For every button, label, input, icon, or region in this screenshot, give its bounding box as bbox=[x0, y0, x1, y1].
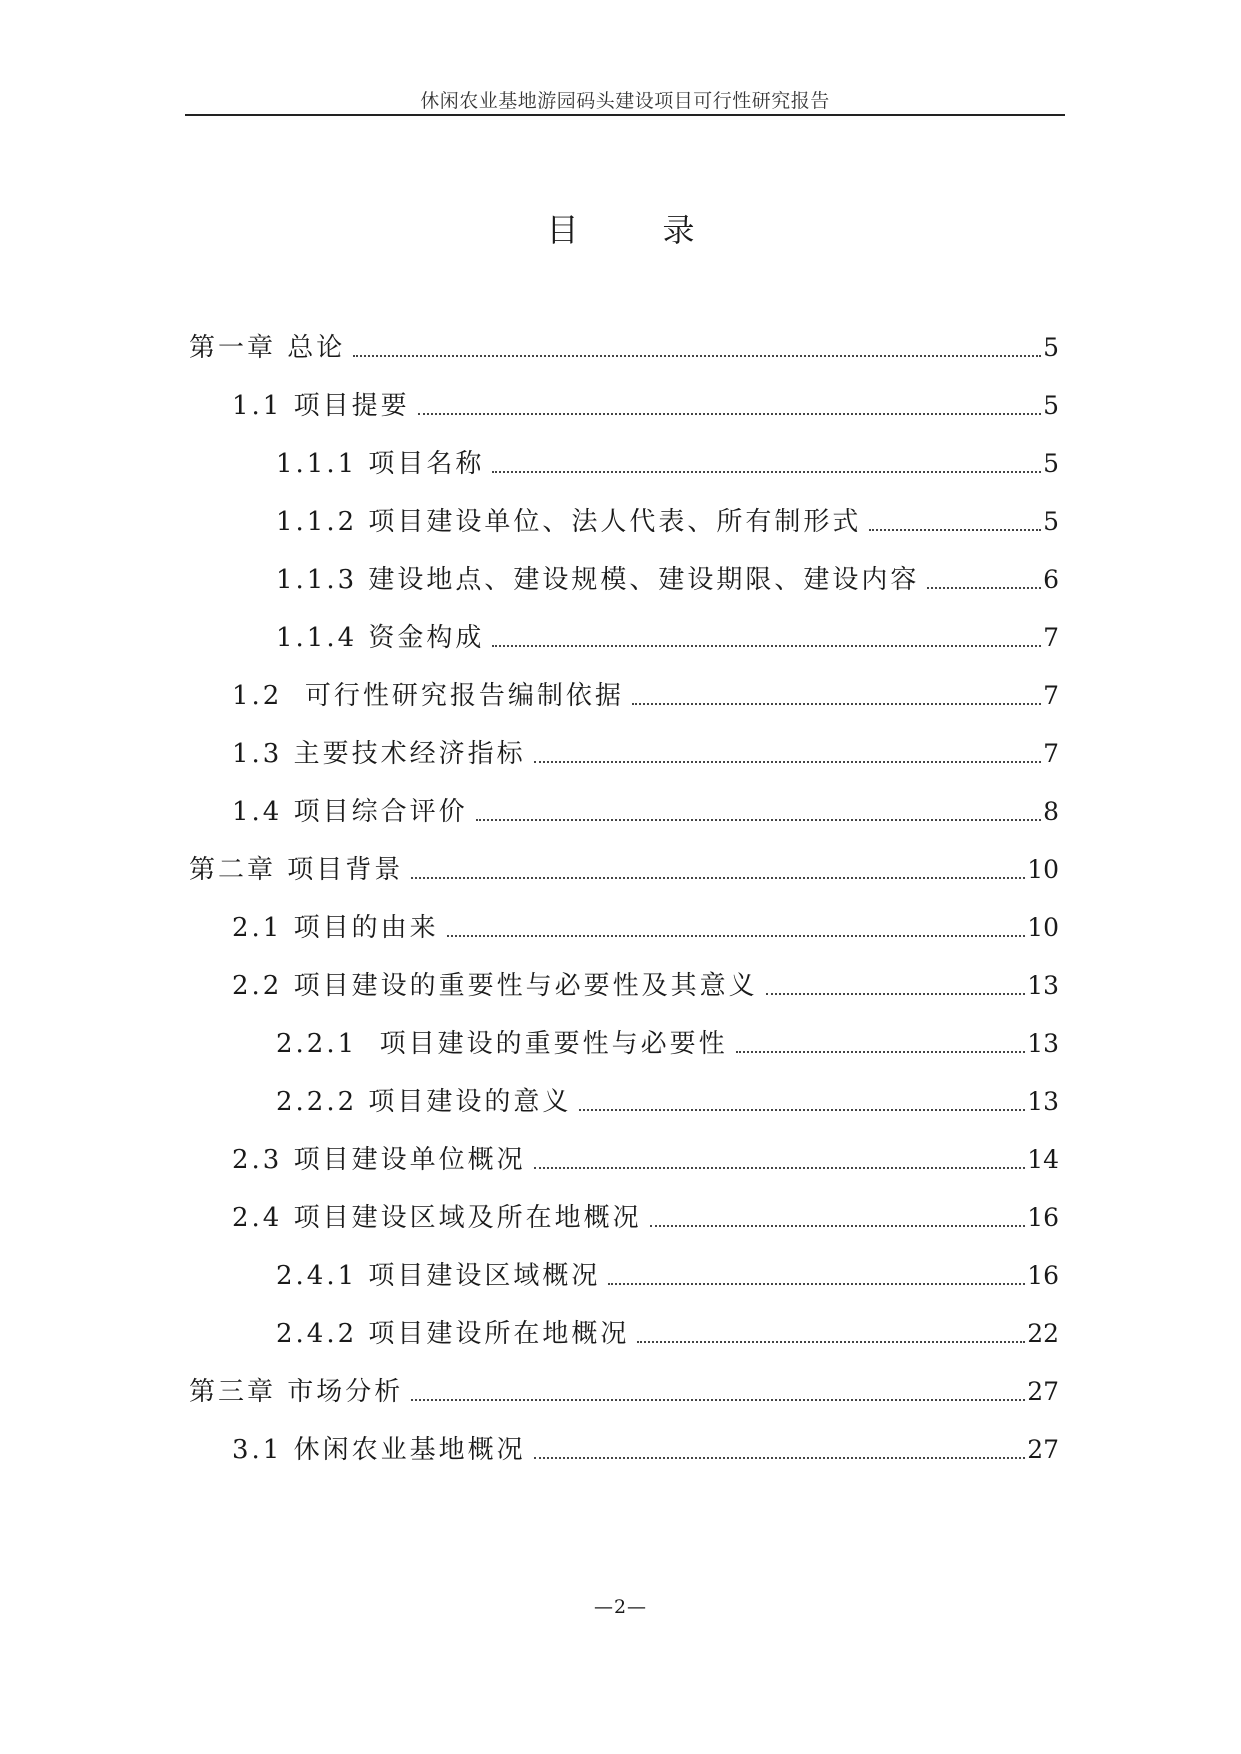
toc-entry-page: 16 bbox=[1027, 1261, 1059, 1290]
toc-entry-page: 5 bbox=[1043, 449, 1059, 478]
toc-entry-chapter-3[interactable] bbox=[189, 1362, 1059, 1408]
dot-leader bbox=[632, 703, 1041, 705]
dot-leader bbox=[608, 1283, 1025, 1285]
toc-title: 目录 bbox=[546, 211, 779, 249]
dot-leader bbox=[637, 1341, 1025, 1343]
toc-entry-2-1[interactable] bbox=[189, 898, 1059, 944]
running-header: 休闲农业基地游园码头建设项目可行性研究报告 bbox=[420, 90, 830, 112]
toc-entry-3-1[interactable] bbox=[189, 1420, 1059, 1466]
toc-entry-2-2-1[interactable] bbox=[189, 1014, 1059, 1060]
dot-leader bbox=[927, 587, 1041, 589]
toc-entry-1-1-3[interactable] bbox=[189, 550, 1059, 596]
toc-entry-page: 7 bbox=[1043, 623, 1059, 652]
toc-entry-1-1-1[interactable] bbox=[189, 434, 1059, 480]
toc-entry-page: 22 bbox=[1027, 1319, 1059, 1348]
toc-entry-2-4[interactable] bbox=[189, 1188, 1059, 1234]
toc-entry-page: 13 bbox=[1027, 971, 1059, 1000]
toc-entry-label: 2.4 项目建设区域及所在地概况 bbox=[232, 1203, 642, 1233]
toc-entry-page: 10 bbox=[1027, 855, 1059, 884]
toc-entry-label: 1.1.2 项目建设单位、法人代表、所有制形式 bbox=[276, 507, 862, 537]
toc-entry-1-2[interactable] bbox=[189, 666, 1059, 712]
toc-entry-label: 1.2 可行性研究报告编制依据 bbox=[232, 681, 624, 711]
toc-entry-2-2-2[interactable] bbox=[189, 1072, 1059, 1118]
toc-entry-label: 1.1.4 资金构成 bbox=[276, 623, 485, 653]
toc-entry-page: 7 bbox=[1043, 739, 1059, 768]
toc-entry-page: 16 bbox=[1027, 1203, 1059, 1232]
dot-leader bbox=[418, 413, 1041, 415]
toc-entry-page: 14 bbox=[1027, 1145, 1059, 1174]
toc-entry-label: 2.4.1 项目建设区域概况 bbox=[276, 1261, 601, 1291]
toc-entry-1-1-4[interactable] bbox=[189, 608, 1059, 654]
dot-leader bbox=[492, 645, 1041, 647]
toc-entry-2-4-2[interactable] bbox=[189, 1304, 1059, 1350]
toc-entry-page: 10 bbox=[1027, 913, 1059, 942]
toc-entry-page: 13 bbox=[1027, 1029, 1059, 1058]
toc-entry-chapter-1[interactable] bbox=[189, 318, 1059, 364]
dot-leader bbox=[353, 355, 1041, 357]
toc-entry-page: 5 bbox=[1043, 507, 1059, 536]
toc-entry-2-3[interactable] bbox=[189, 1130, 1059, 1176]
toc-entry-label: 2.2 项目建设的重要性与必要性及其意义 bbox=[232, 971, 758, 1001]
dot-leader bbox=[411, 877, 1025, 879]
toc-entry-1-1[interactable] bbox=[189, 376, 1059, 422]
toc-entry-label: 第三章 市场分析 bbox=[189, 1377, 404, 1407]
toc-entry-page: 7 bbox=[1043, 681, 1059, 710]
header-divider bbox=[185, 114, 1065, 116]
toc-entry-page: 27 bbox=[1027, 1377, 1059, 1406]
toc-entry-page: 5 bbox=[1043, 391, 1059, 420]
toc-entry-label: 1.4 项目综合评价 bbox=[232, 797, 468, 827]
toc-entry-page: 13 bbox=[1027, 1087, 1059, 1116]
dot-leader bbox=[650, 1225, 1026, 1227]
dot-leader bbox=[579, 1109, 1025, 1111]
dot-leader bbox=[476, 819, 1041, 821]
toc-entry-label: 3.1 休闲农业基地概况 bbox=[232, 1435, 526, 1465]
toc-entry-label: 第二章 项目背景 bbox=[189, 855, 404, 885]
toc-entry-label: 第一章 总论 bbox=[189, 333, 346, 363]
toc-entry-label: 1.1.3 建设地点、建设规模、建设期限、建设内容 bbox=[276, 565, 920, 595]
dot-leader bbox=[492, 471, 1041, 473]
toc-entry-label: 2.4.2 项目建设所在地概况 bbox=[276, 1319, 630, 1349]
dot-leader bbox=[766, 993, 1026, 995]
toc-entry-label: 2.2.1 项目建设的重要性与必要性 bbox=[276, 1029, 728, 1059]
toc-entry-2-4-1[interactable] bbox=[189, 1246, 1059, 1292]
dot-leader bbox=[411, 1399, 1025, 1401]
dot-leader bbox=[534, 1167, 1026, 1169]
dot-leader bbox=[447, 935, 1026, 937]
toc-entry-page: 5 bbox=[1043, 333, 1059, 362]
dot-leader bbox=[534, 761, 1041, 763]
toc-entry-label: 1.3 主要技术经济指标 bbox=[232, 739, 526, 769]
toc-entry-1-4[interactable] bbox=[189, 782, 1059, 828]
toc-entry-2-2[interactable] bbox=[189, 956, 1059, 1002]
toc-entry-page: 8 bbox=[1043, 797, 1059, 826]
toc-entry-page: 6 bbox=[1043, 565, 1059, 594]
toc-entry-label: 1.1 项目提要 bbox=[232, 391, 410, 421]
dot-leader bbox=[736, 1051, 1026, 1053]
dot-leader bbox=[869, 529, 1041, 531]
toc-entry-1-1-2[interactable] bbox=[189, 492, 1059, 538]
toc-entry-1-3[interactable] bbox=[189, 724, 1059, 770]
toc-entry-label: 2.3 项目建设单位概况 bbox=[232, 1145, 526, 1175]
toc-entry-chapter-2[interactable] bbox=[189, 840, 1059, 886]
dot-leader bbox=[534, 1457, 1026, 1459]
page-number: —2— bbox=[593, 1596, 648, 1618]
toc-entry-label: 2.1 项目的由来 bbox=[232, 913, 439, 943]
toc-entry-page: 27 bbox=[1027, 1435, 1059, 1464]
toc-entry-label: 1.1.1 项目名称 bbox=[276, 449, 485, 479]
toc-entry-label: 2.2.2 项目建设的意义 bbox=[276, 1087, 572, 1117]
